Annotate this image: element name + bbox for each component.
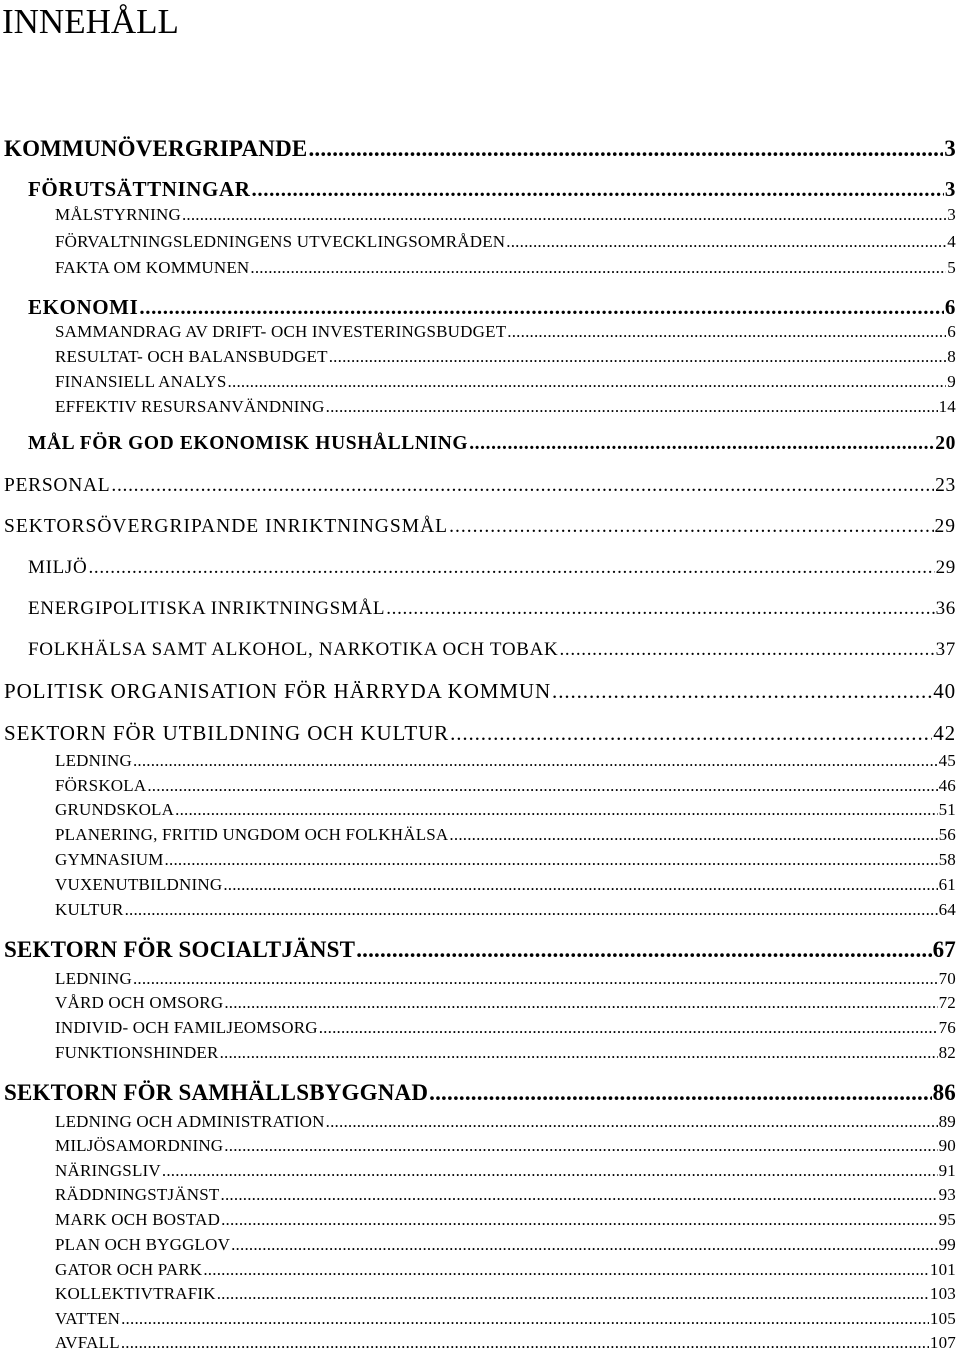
- toc-entry-kollektivtrafik[interactable]: [55, 1284, 956, 1304]
- toc-label: RESULTAT- OCH BALANSBUDGET: [55, 347, 328, 366]
- toc-page-number: 90: [938, 1136, 956, 1155]
- toc-label: LEDNING: [55, 969, 132, 988]
- toc-page-number: 61: [938, 875, 956, 894]
- toc-page-number: 99: [938, 1235, 956, 1254]
- toc-label: RÄDDNINGSTJÄNST: [55, 1185, 220, 1204]
- dot-leader: [469, 433, 934, 455]
- toc-label: AVFALL: [55, 1333, 120, 1352]
- dot-leader: [319, 1018, 938, 1038]
- dot-leader: [121, 1333, 929, 1353]
- toc-entry-ekonomi[interactable]: [28, 295, 956, 320]
- toc-entry-personal[interactable]: [4, 475, 956, 497]
- dot-leader: [386, 598, 934, 620]
- toc-entry-sektorn-samhallsbyggnad[interactable]: [4, 1080, 956, 1106]
- toc-page-number: 86: [932, 1080, 956, 1105]
- toc-entry-ledning-och-administration[interactable]: [55, 1112, 956, 1132]
- toc-entry-forskola[interactable]: [55, 776, 956, 796]
- toc-page-number: 70: [938, 969, 956, 988]
- dot-leader: [182, 205, 946, 225]
- toc-label: KOLLEKTIVTRAFIK: [55, 1284, 216, 1303]
- toc-label: VUXENUTBILDNING: [55, 875, 223, 894]
- toc-entry-kommunovergripande[interactable]: [4, 136, 956, 162]
- dot-leader: [165, 850, 938, 870]
- dot-leader: [220, 1043, 938, 1063]
- toc-page-number: 91: [938, 1161, 956, 1180]
- toc-label: MÅL FÖR GOD EKONOMISK HUSHÅLLNING: [28, 433, 469, 454]
- toc-entry-ledning[interactable]: [55, 751, 956, 771]
- toc-entry-resultat-och-balansbudget[interactable]: [55, 347, 956, 367]
- toc-page-number: 6: [944, 295, 956, 319]
- dot-leader: [111, 475, 934, 497]
- toc-label: MILJÖSAMORDNING: [55, 1136, 224, 1155]
- toc-entry-sektorn-utbildning-kultur[interactable]: [4, 721, 956, 746]
- toc-label: GYMNASIUM: [55, 850, 164, 869]
- dot-leader: [552, 679, 932, 704]
- toc-label: PERSONAL: [4, 475, 111, 496]
- toc-page-number: 6: [947, 322, 956, 341]
- toc-label: LEDNING: [55, 751, 132, 770]
- toc-label: KOMMUNÖVERGRIPANDE: [4, 136, 308, 161]
- toc-label: SAMMANDRAG AV DRIFT- OCH INVESTERINGSBUDGET: [55, 322, 507, 341]
- toc-page-number: 93: [938, 1185, 956, 1204]
- toc-label: NÄRINGSLIV: [55, 1161, 161, 1180]
- dot-leader: [329, 347, 947, 367]
- toc-label: ENERGIPOLITISKA INRIKTNINGSMÅL: [28, 598, 386, 619]
- toc-page-number: 8: [947, 347, 956, 366]
- toc-entry-sammandrag[interactable]: [55, 322, 956, 342]
- toc-label: SEKTORN FÖR UTBILDNING OCH KULTUR: [4, 721, 450, 745]
- dot-leader: [507, 322, 946, 342]
- toc-entry-mal-for-god-ekonomisk-hushallning[interactable]: [28, 433, 956, 455]
- toc-page-number: 76: [938, 1018, 956, 1037]
- toc-entry-naringsliv[interactable]: [55, 1161, 956, 1181]
- dot-leader: [506, 232, 946, 252]
- dot-leader: [147, 776, 937, 796]
- toc-page-number: 3: [947, 205, 956, 224]
- toc-entry-energipolitiska[interactable]: [28, 598, 956, 620]
- dot-leader: [326, 1112, 938, 1132]
- toc-entry-planering-fritid[interactable]: [55, 825, 956, 845]
- toc-page-number: 4: [947, 232, 956, 251]
- toc-page-number: 103: [929, 1284, 956, 1303]
- toc-entry-funktionshinder[interactable]: [55, 1043, 956, 1063]
- dot-leader: [449, 825, 937, 845]
- toc-label: VATTEN: [55, 1309, 121, 1328]
- toc-entry-vuxenutbildning[interactable]: [55, 875, 956, 895]
- dot-leader: [559, 639, 934, 661]
- toc-label: POLITISK ORGANISATION FÖR HÄRRYDA KOMMUN: [4, 679, 552, 703]
- toc-label: FAKTA OM KOMMUNEN: [55, 258, 250, 277]
- toc-page-number: 101: [929, 1260, 956, 1279]
- toc-entry-ledning[interactable]: [55, 969, 956, 989]
- toc-page-number: 5: [947, 258, 956, 277]
- dot-leader: [221, 1210, 938, 1230]
- toc-page-number: 36: [935, 598, 956, 619]
- toc-entry-sektorsovergripande[interactable]: [4, 516, 956, 538]
- dot-leader: [133, 969, 938, 989]
- toc-entry-folkhalsa[interactable]: [28, 639, 956, 661]
- toc-entry-raddningstjanst[interactable]: [55, 1185, 956, 1205]
- toc-page-number: 67: [932, 937, 956, 962]
- toc-page-number: 37: [935, 639, 956, 660]
- toc-label: FÖRUTSÄTTNINGAR: [28, 177, 251, 201]
- toc-label: MÅLSTYRNING: [55, 205, 181, 224]
- toc-label: FÖRSKOLA: [55, 776, 147, 795]
- toc-entry-forutsattningar[interactable]: [28, 177, 956, 202]
- dot-leader: [224, 993, 937, 1013]
- toc-entry-finansiell-analys[interactable]: [55, 372, 956, 392]
- toc-label: VÅRD OCH OMSORG: [55, 993, 224, 1012]
- toc-page-number: 89: [938, 1112, 956, 1131]
- toc-entry-vatten[interactable]: [55, 1309, 956, 1329]
- toc-entry-gator-och-park[interactable]: [55, 1260, 956, 1280]
- toc-entry-avfall[interactable]: [55, 1333, 956, 1353]
- toc-label: PLANERING, FRITID UNGDOM OCH FOLKHÄLSA: [55, 825, 449, 844]
- toc-page-number: 64: [938, 900, 956, 919]
- toc-label: PLAN OCH BYGGLOV: [55, 1235, 231, 1254]
- dot-leader: [223, 875, 937, 895]
- toc-label: KULTUR: [55, 900, 124, 919]
- toc-page-number: 9: [947, 372, 956, 391]
- toc-label: SEKTORSÖVERGRIPANDE INRIKTNINGSMÅL: [4, 516, 449, 537]
- toc-page-number: 51: [938, 800, 956, 819]
- toc-entry-plan-och-bygglov[interactable]: [55, 1235, 956, 1255]
- toc-page-number: 3: [944, 177, 956, 201]
- toc-page-number: 14: [938, 397, 956, 416]
- dot-leader: [221, 1185, 938, 1205]
- toc-label: INDIVID- OCH FAMILJEOMSORG: [55, 1018, 318, 1037]
- toc-label: GRUNDSKOLA: [55, 800, 175, 819]
- toc-entry-sektorn-socialtjanst[interactable]: [4, 937, 956, 963]
- toc-entry-mark-och-bostad[interactable]: [55, 1210, 956, 1230]
- dot-leader: [308, 136, 943, 162]
- dot-leader: [449, 516, 933, 538]
- dot-leader: [217, 1284, 929, 1304]
- dot-leader: [224, 1136, 937, 1156]
- toc-page-number: 23: [935, 475, 956, 496]
- toc-entry-politisk-organisation[interactable]: [4, 679, 956, 704]
- toc-page-number: 82: [938, 1043, 956, 1062]
- toc-page-number: 40: [933, 679, 956, 703]
- dot-leader: [326, 397, 938, 417]
- toc-label: GATOR OCH PARK: [55, 1260, 203, 1279]
- toc-page-number: 20: [935, 433, 956, 454]
- dot-leader: [139, 295, 944, 320]
- dot-leader: [175, 800, 937, 820]
- toc-label: EKONOMI: [28, 295, 139, 319]
- dot-leader: [125, 900, 938, 920]
- toc-label: EFFEKTIV RESURSANVÄNDNING: [55, 397, 325, 416]
- toc-label: LEDNING OCH ADMINISTRATION: [55, 1112, 325, 1131]
- toc-label: SEKTORN FÖR SAMHÄLLSBYGGNAD: [4, 1080, 429, 1105]
- toc-label: FOLKHÄLSA SAMT ALKOHOL, NARKOTIKA OCH TOBAK: [28, 639, 559, 660]
- toc-page-number: 105: [929, 1309, 956, 1328]
- dot-leader: [133, 751, 938, 771]
- toc-page-number: 29: [934, 516, 956, 537]
- dot-leader: [162, 1161, 938, 1181]
- toc-entry-miljosamordning[interactable]: [55, 1136, 956, 1156]
- dot-leader: [203, 1260, 929, 1280]
- toc-entry-effektiv-resursanvandning[interactable]: [55, 397, 956, 417]
- toc-entry-individ-och-familjeomsorg[interactable]: [55, 1018, 956, 1038]
- dot-leader: [250, 258, 946, 278]
- toc-entry-grundskola[interactable]: [55, 800, 956, 820]
- toc-label: MILJÖ: [28, 557, 88, 578]
- toc-page-number: 56: [938, 825, 956, 844]
- toc-entry-malstyrning[interactable]: [55, 205, 956, 225]
- toc-label: FUNKTIONSHINDER: [55, 1043, 219, 1062]
- toc-page-number: 29: [935, 557, 956, 578]
- dot-leader: [88, 557, 934, 579]
- dot-leader: [429, 1080, 931, 1106]
- toc-page-number: 42: [933, 721, 956, 745]
- toc-label: SEKTORN FÖR SOCIALTJÄNST: [4, 937, 356, 962]
- dot-leader: [450, 721, 932, 746]
- dot-leader: [228, 372, 947, 392]
- toc-entry-vard-och-omsorg[interactable]: [55, 993, 956, 1013]
- dot-leader: [252, 177, 944, 202]
- toc-entry-gymnasium[interactable]: [55, 850, 956, 870]
- toc-entry-kultur[interactable]: [55, 900, 956, 920]
- toc-label: MARK OCH BOSTAD: [55, 1210, 221, 1229]
- toc-page-number: 58: [938, 850, 956, 869]
- toc-page-number: 72: [938, 993, 956, 1012]
- toc-entry-fakta-om-kommunen[interactable]: [55, 258, 956, 278]
- dot-leader: [231, 1235, 938, 1255]
- dot-leader: [356, 937, 931, 963]
- toc-entry-miljo[interactable]: [28, 557, 956, 579]
- page-title: INNEHÅLL: [2, 2, 179, 41]
- toc-page-number: 95: [938, 1210, 956, 1229]
- toc-label: FÖRVALTNINGSLEDNINGENS UTVECKLINGSOMRÅDEN: [55, 232, 506, 251]
- toc-label: FINANSIELL ANALYS: [55, 372, 227, 391]
- toc-page-number: 46: [938, 776, 956, 795]
- toc-page-number: 3: [944, 136, 956, 161]
- toc-page-number: 45: [938, 751, 956, 770]
- dot-leader: [121, 1309, 929, 1329]
- toc-page-number: 107: [929, 1333, 956, 1352]
- toc-entry-forvaltningsledningens[interactable]: [55, 232, 956, 252]
